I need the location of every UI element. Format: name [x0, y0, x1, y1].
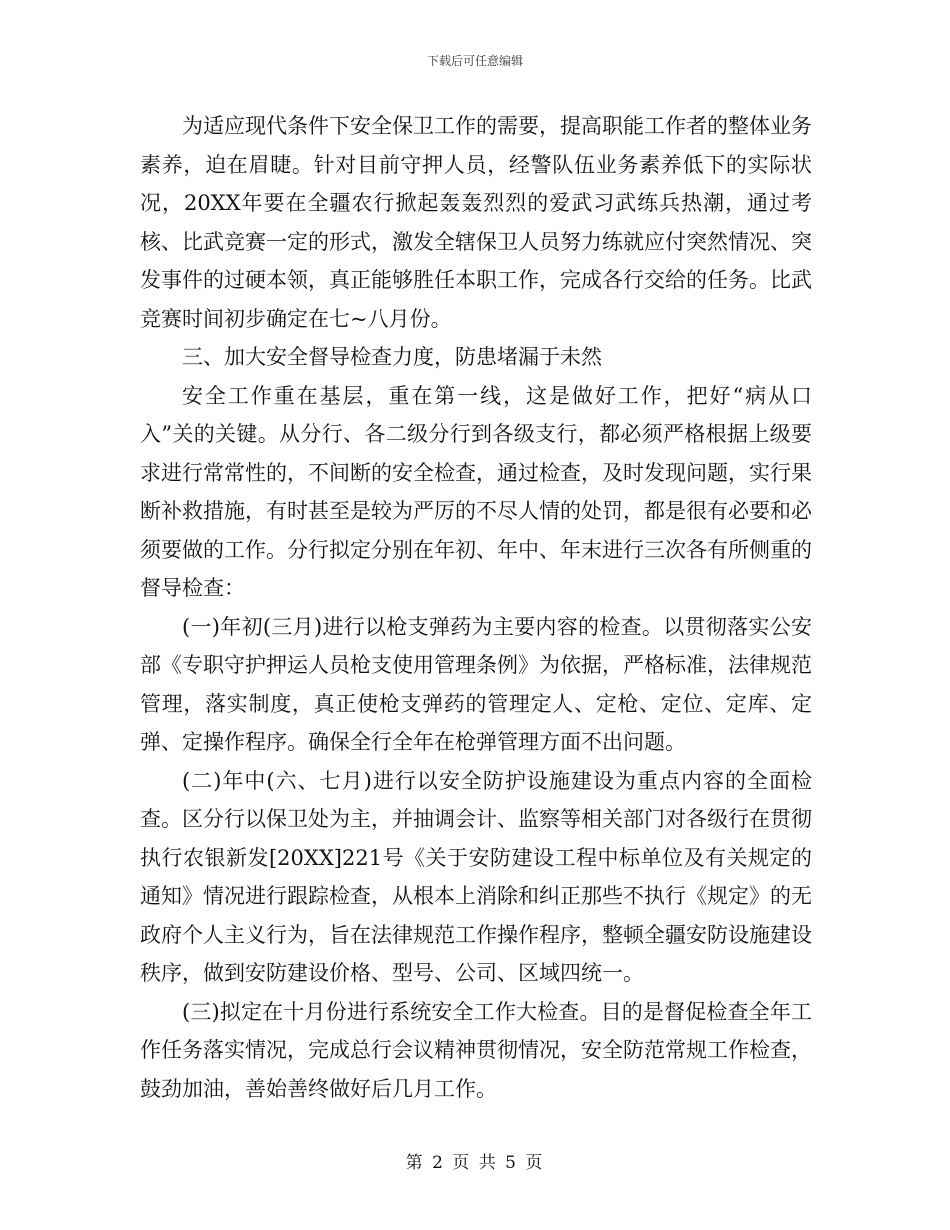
- page-number: 第 2 页 共 5 页: [405, 1153, 545, 1173]
- paragraph-inspection-2: (二)年中(六、七月)进行以安全防护设施建设为重点内容的全面检查。区分行以保卫处为主，并抽调会计、监察等相关部门对各级行在贯彻执行农银新发[20XX]221号《关于安防建设工程中标单位及有关规定的通知》情况进行跟踪检查，从根本上消除和纠正那些不执行《规定》的无政府个人主义行为，旨在法律规范工作操作程序，整顿全疆安防设施建设秩序，做到安防建设价格、型号、公司、区域四统一。: [140, 768, 812, 985]
- paragraph-inspection-3: (三)拟定在十月份进行系统安全工作大检查。目的是督促检查全年工作任务落实情况，完成总行会议精神贯彻情况，安全防范常规工作检查，鼓劲加油，善始善终做好后几月工作。: [140, 999, 812, 1101]
- paragraph-training: 为适应现代条件下安全保卫工作的需要，提高职能工作者的整体业务素养，迫在眉睫。针对目前守押人员，经警队伍业务素养低下的实际状况，20XX年要在全疆农行掀起轰轰烈烈的爱武习武练兵热潮，通过考核、比武竞赛一定的形式，激发全辖保卫人员努力练就应付突然情况、突发事件的过硬本领，真正能够胜任本职工作，完成各行交给的任务。比武竞赛时间初步确定在七~八月份。: [140, 114, 812, 331]
- section-heading-inspection: 三、加大安全督导检查力度，防患堵漏于未然: [182, 345, 602, 369]
- paragraph-inspection-1: (一)年初(三月)进行以枪支弹药为主要内容的检查。以贯彻落实公安部《专职守护押运人员枪支使用管理条例》为依据，严格标准，法律规范管理，落实制度，真正使枪支弹药的管理定人、定枪、定位、定库、定弹、定操作程序。确保全行全年在枪弹管理方面不出问题。: [140, 614, 812, 754]
- download-note: 下载后可任意编辑: [426, 54, 523, 68]
- document-body: [140, 107, 812, 1108]
- paragraph-inspection-overview: 安全工作重在基层，重在第一线，这是做好工作，把好“病从口入”关的关键。从分行、各二级分行到各级支行，都必须严格根据上级要求进行常常性的，不间断的安全检查，通过检查，及时发现问题，实行果断补救措施，有时甚至是较为严厉的不尽人情的处罚，都是很有必要和必须要做的工作。分行拟定分别在年初、年中、年末进行三次各有所侧重的督导检查：: [140, 383, 812, 600]
